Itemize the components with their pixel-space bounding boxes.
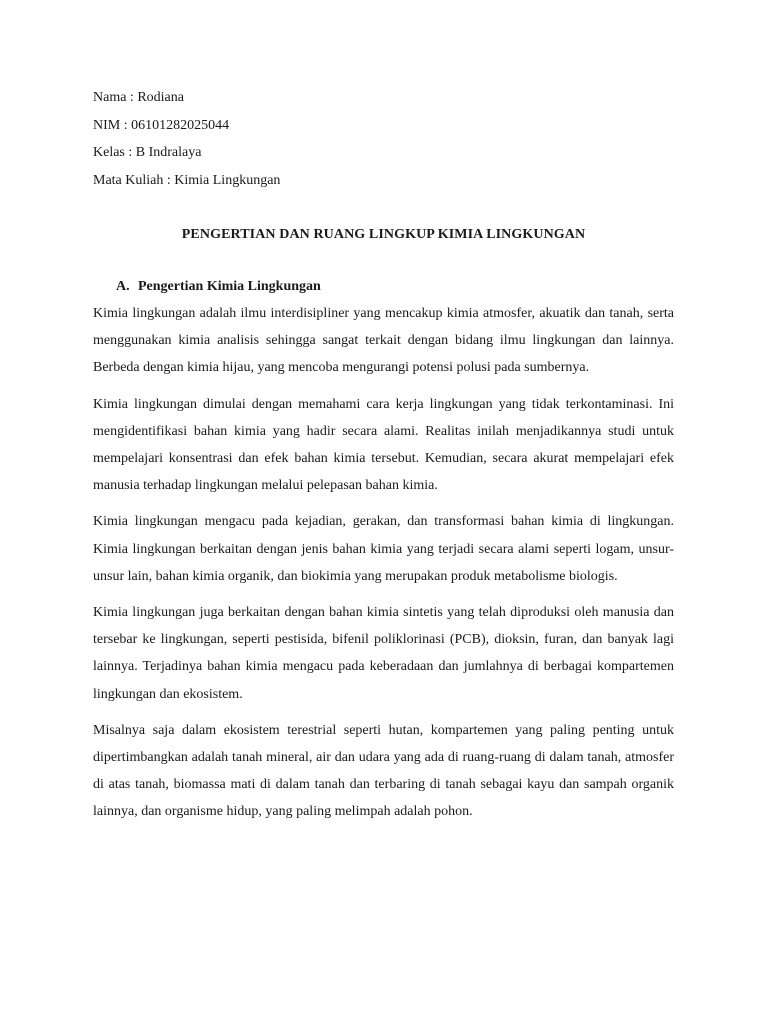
student-nim: NIM : 06101282025044 (93, 117, 230, 133)
section-a-number: A. (116, 279, 130, 294)
paragraph-3: Kimia lingkungan mengacu pada kejadian, gerakan, dan transformasi bahan kimia di lingkungan. Kimia lingkungan berkaitan dengan jenis bahan kimia yang terjadi secara alami seperti logam, unsur-unsur lain, bahan kimia organik, dan biokimia yang merupakan produk metabolisme biologis. (93, 514, 674, 584)
paragraph-1: Kimia lingkungan adalah ilmu interdisipliner yang mencakup kimia atmosfer, akuatik dan tanah, serta menggunakan kimia analisis sehingga sangat terkait dengan bidang ilmu lingkungan dan lainnya. Berbeda dengan kimia hijau, yang mencoba mengurangi potensi polusi pada sumbernya. (93, 306, 674, 376)
section-a-title: Pengertian Kimia Lingkungan (138, 279, 321, 294)
section-a-heading (116, 277, 674, 297)
student-class: Kelas : B Indralaya (93, 145, 202, 160)
course-name: Mata Kuliah : Kimia Lingkungan (93, 172, 281, 188)
paragraph-5: Misalnya saja dalam ekosistem terestrial seperti hutan, kompartemen yang paling penting untuk dipertimbangkan adalah tanah mineral, air dan udara yang ada di ruang-ruang di dalam tanah, atmosfer di atas tanah, biomassa mati di dalam tanah dan terbaring di tanah sebagai kayu dan sampah organik lainnya, dan organisme hidup, yang paling melimpah adalah pohon. (93, 722, 674, 820)
student-name: Nama : Rodiana (93, 90, 184, 105)
document-page (93, 84, 674, 826)
document-title: PENGERTIAN DAN RUANG LINGKUP KIMIA LINGKUNGAN (181, 227, 586, 242)
paragraph-4: Kimia lingkungan juga berkaitan dengan bahan kimia sintetis yang telah diproduksi oleh manusia dan tersebar ke lingkungan, seperti pestisida, bifenil poliklorinasi (PCB), dioksin, furan, dan banyak lagi lainnya. Terjadinya bahan kimia mengacu pada keberadaan dan jumlahnya di berbagai kompartemen lingkungan dan ekosistem. (93, 605, 674, 702)
paragraph-2: Kimia lingkungan dimulai dengan memahami cara kerja lingkungan yang tidak terkontaminasi. Ini mengidentifikasi bahan kimia yang hadir secara alami. Realitas inilah menjadikannya studi untuk mempelajari konsentrasi dan efek bahan kimia tersebut. Kemudian, secara akurat mempelajari efek manusia terhadap lingkungan melalui pelepasan bahan kimia. (93, 396, 674, 494)
